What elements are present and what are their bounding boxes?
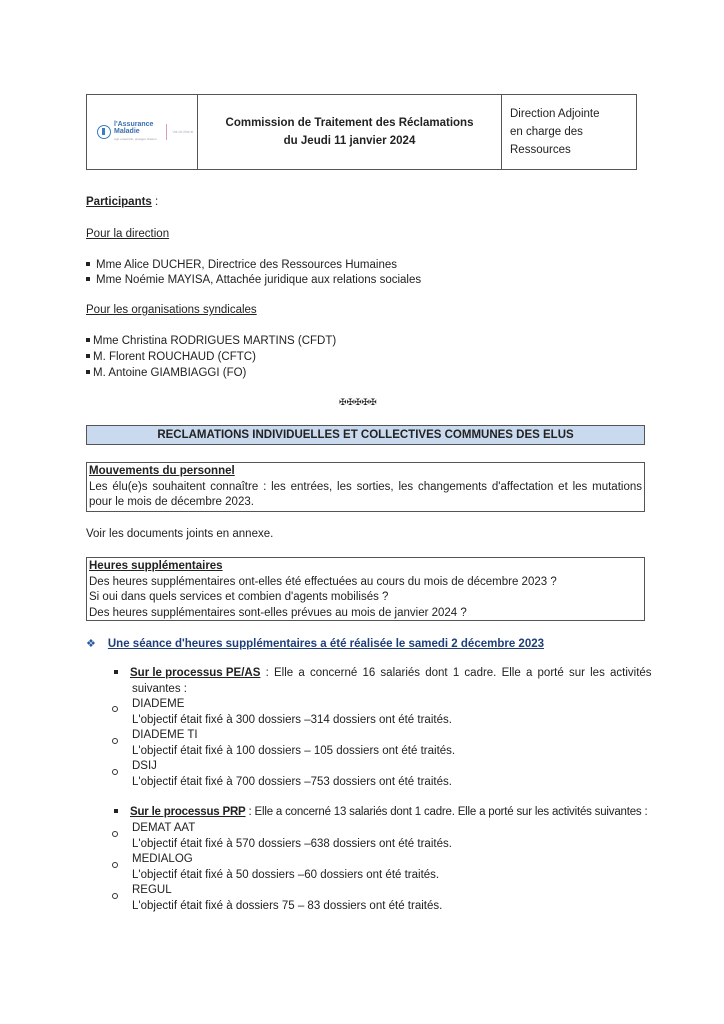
mouvements-title: Mouvements du personnel [89, 465, 235, 477]
participant-item [86, 335, 336, 347]
circle-bullet-icon [112, 769, 118, 775]
activity-detail: L'objectif était fixé à 300 dossiers –314 dossiers ont été traités. [132, 714, 452, 726]
participants-label: Participants [86, 196, 152, 208]
activity-bullet [112, 703, 118, 715]
diamond-bullet-icon: ❖ [86, 638, 96, 650]
participant-item [86, 351, 256, 363]
direction-line2: en charge des Ressources [510, 126, 583, 156]
document-date: du Jeudi 11 janvier 2024 [283, 135, 416, 147]
process-text-continuation: suivantes : [132, 683, 187, 695]
activity-bullet [112, 890, 118, 902]
participants-colon: : [151, 196, 159, 208]
process-item-prp [114, 806, 647, 818]
activity-bullet [112, 859, 118, 871]
circle-bullet-icon [112, 862, 118, 868]
participant-name: Mme Alice DUCHER, Directrice des Ressources Humaines [96, 259, 397, 271]
activity-name: DIADEME [132, 698, 185, 710]
participant-item [86, 259, 397, 271]
mouvements-text: Les élu(e)s souhaitent connaître : les entrées, les sorties, les changements d'affectation et les mutations pour le mois de décembre 2023. [89, 480, 642, 508]
document-title: Commission de Traitement des Réclamations [225, 117, 474, 129]
mouvements-answer: Voir les documents joints en annexe. [86, 528, 274, 540]
logo-line2: Maladie [114, 128, 140, 135]
process-item-peas [114, 667, 652, 679]
assurance-maladie-logo [97, 121, 193, 143]
direction-cell [502, 95, 636, 169]
section-title-bar: RECLAMATIONS INDIVIDUELLES ET COLLECTIVES COMMUNES DES ELUS [86, 425, 645, 445]
activity-detail: L'objectif était fixé à 100 dossiers – 105 dossiers ont été traités. [132, 745, 456, 757]
assurance-maladie-emblem-icon [97, 125, 111, 139]
seance-heading [86, 637, 544, 650]
activity-detail: L'objectif était fixé à 700 dossiers –753 dossiers ont été traités. [132, 776, 452, 788]
process-text: : Elle a concerné 13 salariés dont 1 cadre. Elle a porté sur les activités suivantes : [245, 806, 648, 818]
square-bullet-icon [86, 338, 90, 342]
circle-bullet-icon [112, 893, 118, 899]
activity-bullet [112, 828, 118, 840]
heures-question: Des heures supplémentaires ont-elles été effectuées au cours du mois de décembre 2023 ? [89, 575, 557, 588]
logo-cell [87, 95, 198, 169]
participants-heading [86, 196, 158, 208]
direction-subheading: Pour la direction [86, 228, 170, 240]
unions-subheading: Pour les organisations syndicales [86, 304, 257, 316]
circle-bullet-icon [112, 831, 118, 837]
logo-divider [166, 124, 167, 140]
activity-name: DSIJ [132, 760, 157, 772]
activity-name: REGUL [132, 884, 172, 896]
square-bullet-icon [86, 262, 90, 266]
heures-question: Des heures supplémentaires sont-elles prévues au mois de janvier 2024 ? [89, 606, 467, 619]
square-bullet-icon [86, 277, 90, 281]
circle-bullet-icon [112, 738, 118, 744]
participant-name: M. Florent ROUCHAUD (CFTC) [93, 351, 256, 363]
activity-bullet [112, 735, 118, 747]
square-bullet-icon [86, 354, 90, 358]
activity-name: DEMAT AAT [132, 822, 196, 834]
activity-detail: L'objectif était fixé à dossiers 75 – 83 dossiers ont été traités. [132, 900, 443, 912]
logo-subtitle: Val-de-Marne [172, 130, 194, 134]
participant-name: M. Antoine GIAMBIAGGI (FO) [93, 367, 247, 379]
participant-item [86, 274, 421, 286]
square-bullet-icon [114, 670, 118, 674]
document-title-cell [198, 95, 502, 169]
participant-name: Mme Noémie MAYISA, Attachée juridique aux relations sociales [96, 274, 422, 286]
activity-bullet [112, 766, 118, 778]
cross-separator-icon: ✠✠✠✠✠ [339, 397, 377, 407]
direction-line1: Direction Adjointe [510, 108, 600, 120]
activity-name: MEDIALOG [132, 853, 193, 865]
process-label: Sur le processus PE/AS [130, 667, 261, 679]
process-label: Sur le processus PRP [130, 806, 246, 818]
square-bullet-icon [86, 370, 90, 374]
square-bullet-icon [114, 809, 118, 813]
mouvements-box [86, 462, 645, 512]
participant-item [86, 367, 246, 379]
process-text: : Elle a concerné 16 salariés dont 1 cadre. Elle a porté sur les activités [260, 667, 652, 679]
circle-bullet-icon [112, 706, 118, 712]
header-table [86, 94, 637, 170]
activity-detail: L'objectif était fixé à 50 dossiers –60 dossiers ont été traités. [132, 869, 440, 881]
activity-name: DIADEME TI [132, 729, 198, 741]
heures-question: Si oui dans quels services et combien d'agents mobilisés ? [89, 591, 389, 603]
participant-name: Mme Christina RODRIGUES MARTINS (CFDT) [93, 335, 337, 347]
logo-tagline: Agir ensemble, protéger chacun [114, 137, 157, 141]
logo-line1: l'Assurance [114, 121, 154, 128]
heures-box [86, 557, 645, 621]
heures-title: Heures supplémentaires [89, 560, 223, 572]
seance-heading-text: Une séance d'heures supplémentaires a été réalisée le samedi 2 décembre 2023 [107, 638, 545, 650]
activity-detail: L'objectif était fixé à 570 dossiers –638 dossiers ont été traités. [132, 838, 452, 850]
